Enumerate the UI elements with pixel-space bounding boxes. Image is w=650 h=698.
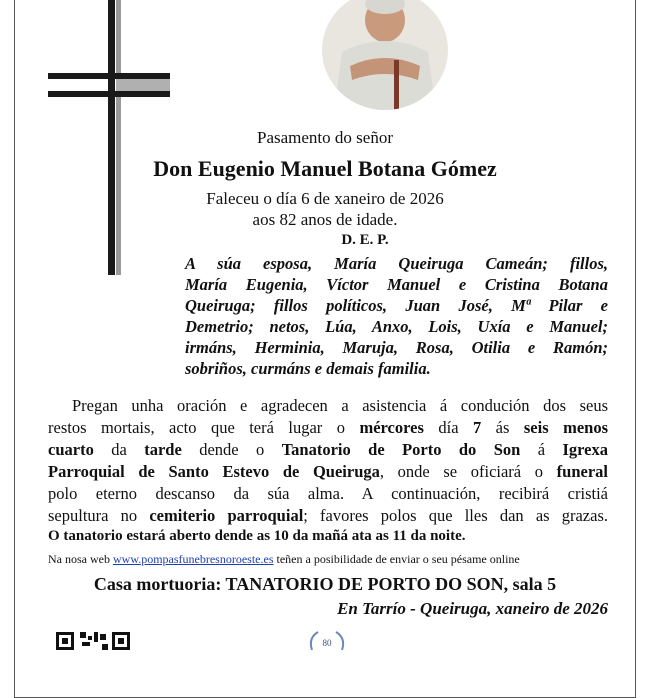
age-text: aos 82 anos de idade. [252, 210, 398, 229]
death-date: Faleceu o día 6 de xaneiro de 2026 [206, 189, 444, 208]
emblem-logo [304, 628, 350, 650]
qr-code-icon [56, 628, 146, 650]
family-line: A súa esposa, María Queiruga Cameán; fillos, [185, 254, 608, 273]
family-line: sobriños, curmáns e demais familia. [185, 359, 431, 378]
family-line: Demetrio; netos, Lúa, Anxo, Lois, Uxía e Manuel; [185, 317, 608, 336]
invitation-line: restos mortais, acto que terá lugar o mércores día 7 ás seis menos [48, 418, 608, 437]
deceased-name: Don Eugenio Manuel Botana Gómez [153, 156, 497, 181]
opening-hours: O tanatorio estará aberto dende as 10 da mañá ata as 11 da noite. [48, 528, 466, 544]
web-note: Na nosa web www.pompasfunebresnoroeste.es teñen a posibilidade de enviar o seu pésame online [48, 552, 520, 566]
invitation-line: sepultura no cemiterio parroquial; favores polos que lles dan as grazas. [48, 506, 609, 525]
family-line: irmáns, Herminia, Maruja, Rosa, Otilia e Ramón; [185, 338, 608, 357]
place-date: En Tarrío - Queiruga, xaneiro de 2026 [337, 599, 608, 618]
invitation-line: polo eterno descanso da súa alma. A continuación, recibirá cristiá [48, 484, 608, 503]
family-line: Queiruga; fillos políticos, Juan José, Mª Pilar e [185, 296, 608, 315]
mortuary-info: Casa mortuoria: TANATORIO DE PORTO DO SON, sala 5 [93, 574, 557, 594]
family-line: María Eugenia, Víctor Manuel e Cristina Botana [185, 275, 608, 294]
svg-text:80: 80 [322, 638, 332, 648]
invitation-line: Parroquial de Santo Estevo de Queiruga, onde se oficiará o funeral [48, 462, 608, 481]
invitation-line: Pregan unha oración e agradecen a asistencia á condución dos seus [72, 396, 608, 415]
dep-text: D. E. P. [341, 232, 389, 248]
intro-text: Pasamento do señor [257, 128, 393, 147]
invitation-line: cuarto da tarde dende o Tanatorio de Porto do Son á Igrexa [48, 440, 609, 459]
website-link[interactable]: www.pompasfunebresnoroeste.es [112, 552, 274, 566]
